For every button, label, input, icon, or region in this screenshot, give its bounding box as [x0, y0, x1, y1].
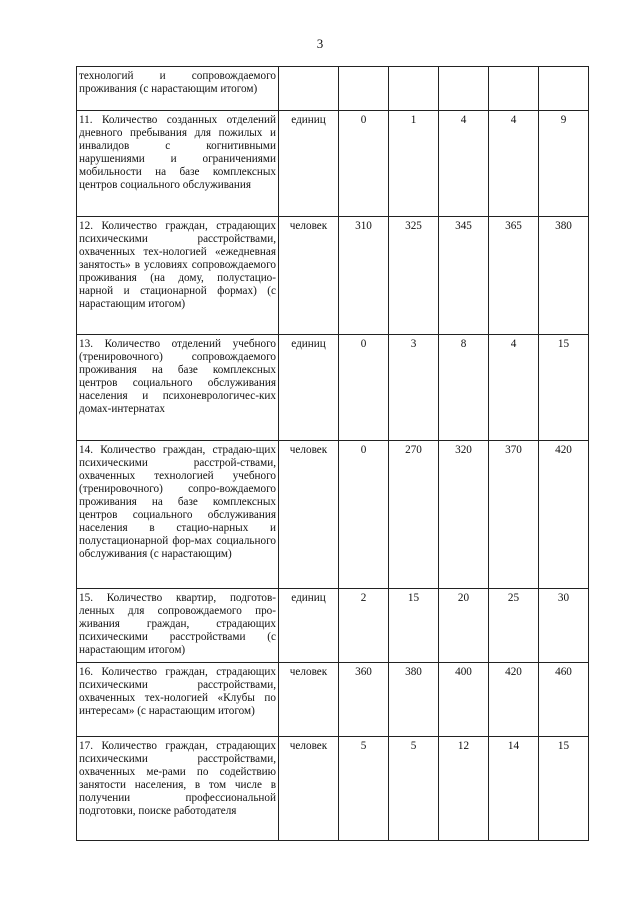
table-row	[77, 441, 589, 589]
indicators-table	[76, 66, 589, 841]
value-cell: 420	[489, 663, 539, 737]
value-cell: 14	[489, 737, 539, 841]
value-cell	[339, 67, 389, 111]
indicator-name: 11. Количество созданных отделений дневного пребывания для пожилых и инвалидов с когнитивными нарушениями и ограничениями мобильности на базе комплексных центров социального обслуживания	[77, 111, 279, 217]
unit-cell: человек	[279, 663, 339, 737]
unit-cell	[279, 67, 339, 111]
page-number: 3	[316, 36, 324, 51]
table-row	[77, 67, 589, 111]
value-cell: 15	[539, 737, 589, 841]
indicator-name: 15. Количество квартир, подготов-ленных для сопровождаемого про-живания граждан, страдающих психическими расстройствами (с нарастающим итогом)	[77, 589, 279, 663]
indicator-name: 16. Количество граждан, страдающих психическими расстройствами, охваченных тех-нологией «Клубы по интересам» (с нарастающим итогом)	[77, 663, 279, 737]
value-cell: 380	[389, 663, 439, 737]
indicator-name: 13. Количество отделений учебного (тренировочного) сопровождаемого проживания на базе комплексных центров социального обслуживания населения и психоневрологичес-ких домах-интернатах	[77, 335, 279, 441]
value-cell: 345	[439, 217, 489, 335]
unit-cell: человек	[279, 737, 339, 841]
value-cell: 8	[439, 335, 489, 441]
value-cell: 4	[489, 111, 539, 217]
value-cell: 25	[489, 589, 539, 663]
value-cell: 320	[439, 441, 489, 589]
value-cell: 380	[539, 217, 589, 335]
table-row	[77, 589, 589, 663]
value-cell	[389, 67, 439, 111]
value-cell: 15	[539, 335, 589, 441]
value-cell: 325	[389, 217, 439, 335]
value-cell: 0	[339, 335, 389, 441]
unit-cell: человек	[279, 441, 339, 589]
value-cell	[439, 67, 489, 111]
table-row	[77, 335, 589, 441]
value-cell: 0	[339, 441, 389, 589]
value-cell: 310	[339, 217, 389, 335]
value-cell: 20	[439, 589, 489, 663]
indicator-name: технологий и сопровождаемого проживания (с нарастающим итогом)	[77, 67, 279, 111]
value-cell	[539, 67, 589, 111]
value-cell: 4	[439, 111, 489, 217]
unit-cell: единиц	[279, 335, 339, 441]
value-cell: 5	[389, 737, 439, 841]
value-cell: 15	[389, 589, 439, 663]
value-cell: 370	[489, 441, 539, 589]
indicator-name: 12. Количество граждан, страдающих психическими расстройствами, охваченных тех-нологией «ежедневная занятость» в условиях сопровождаемого проживания (на дому, полустацио-нарной и стационарной формах) (с нарастающим итогом)	[77, 217, 279, 335]
unit-cell: человек	[279, 217, 339, 335]
table-row	[77, 111, 589, 217]
value-cell: 365	[489, 217, 539, 335]
indicator-name: 14. Количество граждан, страдаю-щих психическими расстрой-ствами, охваченных технологией учебного (тренировочного) сопро-вождаемого проживания на базе комплексных центров социального обслуживания населения в стацио-нарных и полустационарной фор-мах социального обслуживания (с нарастающим)	[77, 441, 279, 589]
value-cell: 5	[339, 737, 389, 841]
value-cell: 0	[339, 111, 389, 217]
indicator-name: 17. Количество граждан, страдающих психическими расстройствами, охваченных ме-рами по содействию занятости населения, в том числе в получении профессиональной подготовки, поиске работодателя	[77, 737, 279, 841]
value-cell: 2	[339, 589, 389, 663]
value-cell: 1	[389, 111, 439, 217]
value-cell: 12	[439, 737, 489, 841]
value-cell: 420	[539, 441, 589, 589]
table-row	[77, 737, 589, 841]
value-cell: 360	[339, 663, 389, 737]
value-cell: 400	[439, 663, 489, 737]
unit-cell: единиц	[279, 589, 339, 663]
unit-cell: единиц	[279, 111, 339, 217]
value-cell: 270	[389, 441, 439, 589]
value-cell: 9	[539, 111, 589, 217]
table-row	[77, 217, 589, 335]
value-cell: 4	[489, 335, 539, 441]
value-cell: 3	[389, 335, 439, 441]
value-cell: 30	[539, 589, 589, 663]
table-row	[77, 663, 589, 737]
value-cell: 460	[539, 663, 589, 737]
value-cell	[489, 67, 539, 111]
